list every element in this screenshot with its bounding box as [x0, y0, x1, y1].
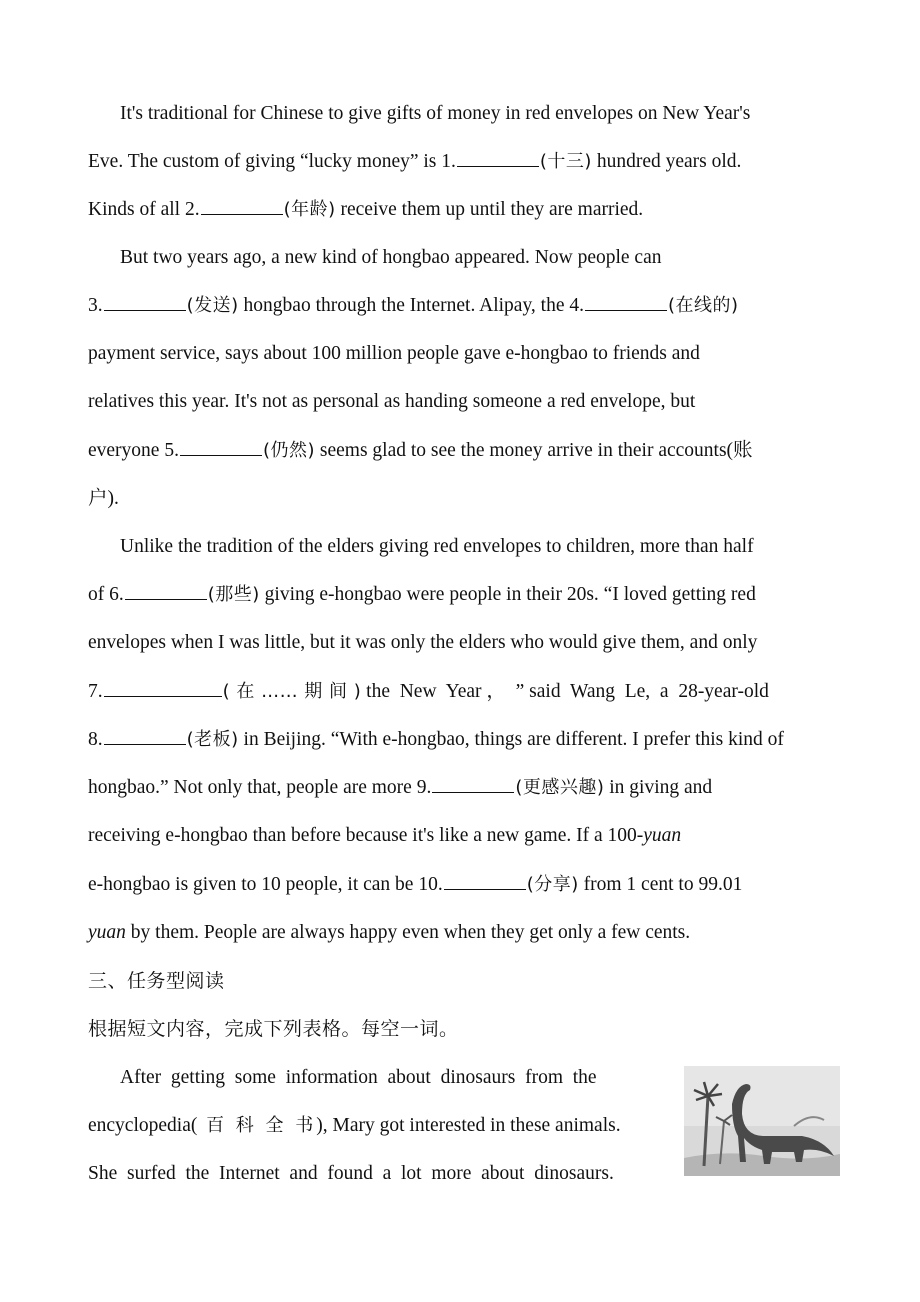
passage-line — [88, 294, 832, 318]
passage-line — [88, 631, 832, 655]
passage-line — [88, 728, 832, 752]
passage-line — [88, 1114, 672, 1138]
text: seems glad to see the money arrive in their accounts(账 — [315, 440, 753, 461]
passage-line — [88, 390, 832, 414]
answer-blank-1[interactable] — [457, 150, 539, 167]
hint-5: (仍然) — [262, 440, 316, 461]
cn-text: 百 科 全 书 — [197, 1115, 317, 1136]
text: in Beijing. “With e-hongbao, things are different. I prefer this kind of — [238, 729, 784, 750]
answer-blank-5[interactable] — [180, 439, 262, 456]
text: receiving e-hongbao than before because it's like a new game. If a 100- — [88, 825, 644, 846]
passage-line — [88, 487, 832, 511]
passage-line — [88, 1162, 672, 1186]
answer-blank-6[interactable] — [125, 583, 207, 600]
hint-2: (年龄) — [283, 199, 336, 220]
hint-1: (十三) — [539, 151, 592, 172]
hint-7: ( 在 …… 期 间 ) — [222, 681, 362, 702]
text: from 1 cent to 99.01 — [578, 874, 743, 895]
text: 户). — [88, 488, 119, 509]
text: Kinds of all 2. — [88, 199, 200, 220]
passage-line — [120, 102, 832, 126]
text: e-hongbao is given to 10 people, it can be 10. — [88, 874, 443, 895]
text: giving e-hongbao were people in their 20s. “I loved getting red — [259, 584, 756, 605]
text: It's traditional for Chinese to give gifts of money in red envelopes on New Year's — [120, 103, 751, 124]
passage-line — [88, 873, 832, 897]
text: She surfed the Internet and found a lot more about dinosaurs. — [88, 1163, 614, 1184]
answer-blank-4[interactable] — [585, 294, 667, 311]
text: of 6. — [88, 584, 124, 605]
answer-blank-2[interactable] — [201, 198, 283, 215]
hint-8: (老板) — [186, 729, 239, 750]
section-instruction: 根据短文内容，完成下列表格。每空一词。 — [88, 1018, 459, 1040]
hint-10: (分享) — [526, 874, 579, 895]
hint-6: (那些) — [207, 584, 260, 605]
passage-line — [120, 246, 832, 270]
passage-line — [88, 680, 832, 704]
italic-text: yuan — [88, 922, 126, 943]
text: relatives this year. It's not as personal as handing someone a red envelope, but — [88, 391, 696, 412]
answer-blank-3[interactable] — [104, 294, 186, 311]
text: 7. — [88, 681, 103, 702]
text: encyclopedia( — [88, 1115, 198, 1136]
hint-3: (发送) — [186, 295, 239, 316]
section-heading: 三、任务型阅读 — [88, 970, 225, 992]
passage-line — [120, 535, 832, 559]
text: hongbao.” Not only that, people are more 9. — [88, 777, 432, 798]
text: envelopes when I was little, but it was only the elders who would give them, and only — [88, 632, 758, 653]
answer-blank-9[interactable] — [432, 776, 514, 793]
text: Eve. The custom of giving “lucky money” is 1. — [88, 151, 456, 172]
answer-blank-10[interactable] — [444, 873, 526, 890]
text: payment service, says about 100 million people gave e-hongbao to friends and — [88, 343, 700, 364]
text: Unlike the tradition of the elders giving red envelopes to children, more than half — [120, 536, 754, 557]
text: everyone 5. — [88, 440, 179, 461]
passage-line — [88, 198, 832, 222]
text: 3. — [88, 295, 103, 316]
text: the New Year ， ” said Wang Le, a 28-year-old — [361, 681, 769, 702]
italic-text: yuan — [643, 825, 682, 846]
passage-line — [88, 583, 832, 607]
passage-line — [88, 439, 832, 463]
text: receive them up until they are married. — [335, 199, 644, 220]
text: hongbao through the Internet. Alipay, the 4. — [238, 295, 584, 316]
text: 8. — [88, 729, 103, 750]
dinosaur-image — [684, 1066, 840, 1176]
hint-4: (在线的) — [668, 295, 739, 316]
passage-line — [88, 342, 832, 366]
text: After getting some information about dinosaurs from the — [120, 1067, 597, 1088]
hint-9: (更感兴趣) — [515, 777, 605, 798]
answer-blank-8[interactable] — [104, 728, 186, 745]
text: hundred years old. — [591, 151, 742, 172]
text: in giving and — [604, 777, 713, 798]
answer-blank-7[interactable] — [104, 680, 222, 697]
passage-line — [88, 921, 832, 945]
passage-line — [88, 824, 832, 848]
text: But two years ago, a new kind of hongbao appeared. Now people can — [120, 247, 662, 268]
text: by them. People are always happy even when they get only a few cents. — [125, 922, 691, 943]
passage-line — [88, 150, 832, 174]
text: ), Mary got interested in these animals. — [316, 1115, 621, 1136]
passage-line — [120, 1066, 672, 1090]
passage-line — [88, 776, 832, 800]
